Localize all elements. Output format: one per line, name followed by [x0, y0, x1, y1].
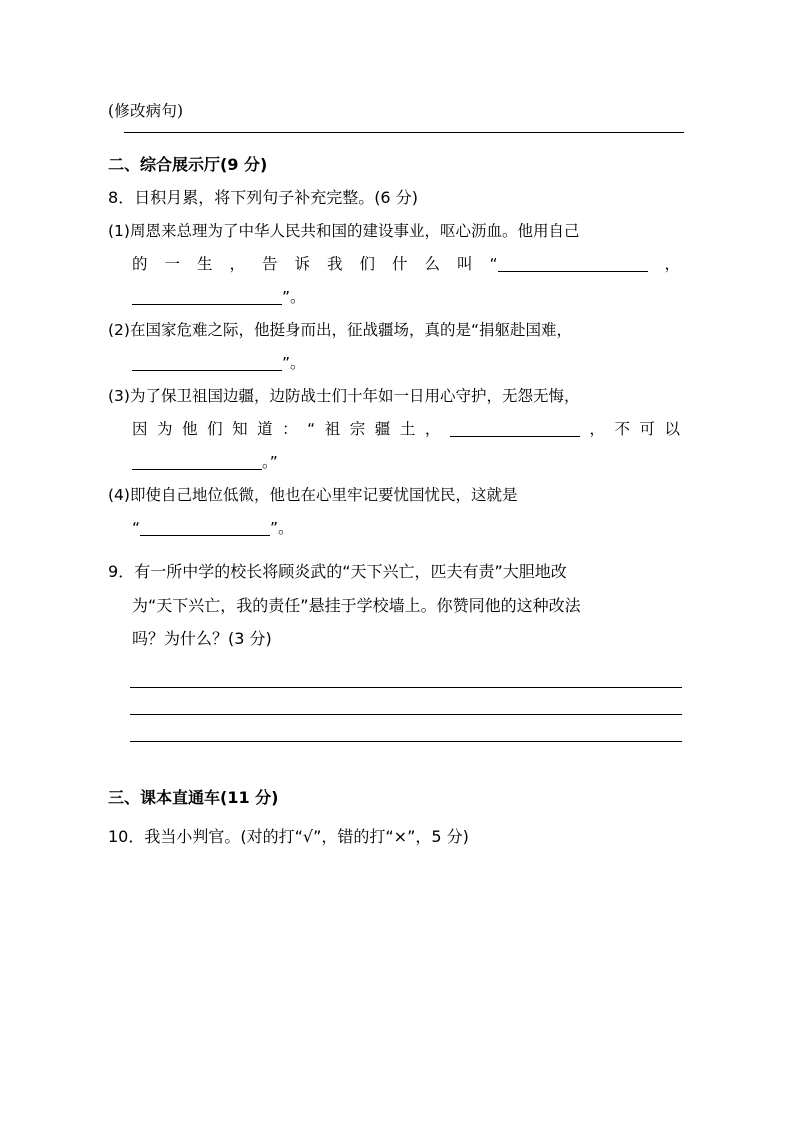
item-4-text-c: ”。 [270, 519, 294, 537]
answer-rule-9-1 [130, 687, 682, 688]
spacer [108, 545, 688, 555]
spacer [108, 655, 688, 671]
blank-1a[interactable] [498, 271, 648, 272]
spacer [108, 742, 688, 768]
item-2-label: (2) [108, 321, 130, 339]
blank-3a[interactable] [450, 436, 580, 437]
question-8-item-2 [108, 314, 688, 380]
question-9-number: 9 [108, 562, 119, 581]
question-9-stem-line-1: ．有一所中学的校长将顾炎武的“天下兴亡，匹夫有责”大胆地改 [118, 562, 567, 581]
blank-4a[interactable] [140, 535, 270, 536]
item-1-label: (1) [108, 222, 130, 240]
item-3-text-b: 因为他们知道：“祖宗疆土， [132, 420, 450, 438]
top-note: (修改病句) [108, 102, 184, 120]
question-10-number: 10 [108, 827, 129, 846]
question-8-head [108, 181, 688, 215]
question-8-item-4 [108, 479, 688, 545]
page-content [108, 96, 688, 854]
spacer [108, 133, 688, 149]
item-3-text-a: 为了保卫祖国边疆，边防战士们十年如一日用心守护，无怨无悔， [129, 387, 580, 405]
item-1-text-b: 的一生，告诉我们什么叫“ [132, 255, 498, 273]
item-3-label: (3) [108, 387, 130, 405]
item-4-text-b: “ [132, 519, 141, 537]
answer-rule-9-2 [130, 714, 682, 715]
question-9 [108, 555, 688, 655]
item-1-text-d: ”。 [282, 288, 306, 306]
item-3-text-d: 。” [262, 453, 278, 471]
item-4-text-a: 即使自己地位低微，他也在心里牢记要忧国忧民，这就是 [129, 486, 518, 504]
item-2-text-a: 在国家危难之际，他挺身而出，征战疆场，真的是“捐躯赴国难， [129, 321, 573, 339]
item-2-text-b: ”。 [282, 354, 306, 372]
section-title-2: 二、综合展示厅(9 分) [108, 155, 268, 174]
blank-3b[interactable] [132, 469, 262, 470]
question-8-item-1 [108, 215, 688, 314]
section-title-3: 三、课本直通车(11 分) [108, 788, 279, 807]
question-9-stem-line-2: 为“天下兴亡，我的责任”悬挂于学校墙上。你赞同他的这种改法 [132, 596, 581, 615]
question-8-stem: ．日积月累，将下列句子补充完整。(6 分) [118, 188, 418, 207]
question-10-stem: ．我当小判官。(对的打“√”，错的打“×”，5 分) [128, 827, 469, 846]
question-9-stem-line-3: 吗？为什么？(3 分) [132, 629, 272, 648]
item-1-text-c: ， [647, 255, 680, 273]
blank-2a[interactable] [132, 370, 282, 371]
item-3-text-c: ，不可以 [579, 420, 680, 438]
blank-1b[interactable] [132, 304, 282, 305]
question-8-number: 8 [108, 188, 119, 207]
item-1-text-a: 周恩来总理为了中华人民共和国的建设事业，呕心沥血。他用自己 [129, 222, 580, 240]
question-10-head [108, 820, 688, 854]
question-8-item-3 [108, 380, 688, 479]
item-4-label: (4) [108, 486, 130, 504]
